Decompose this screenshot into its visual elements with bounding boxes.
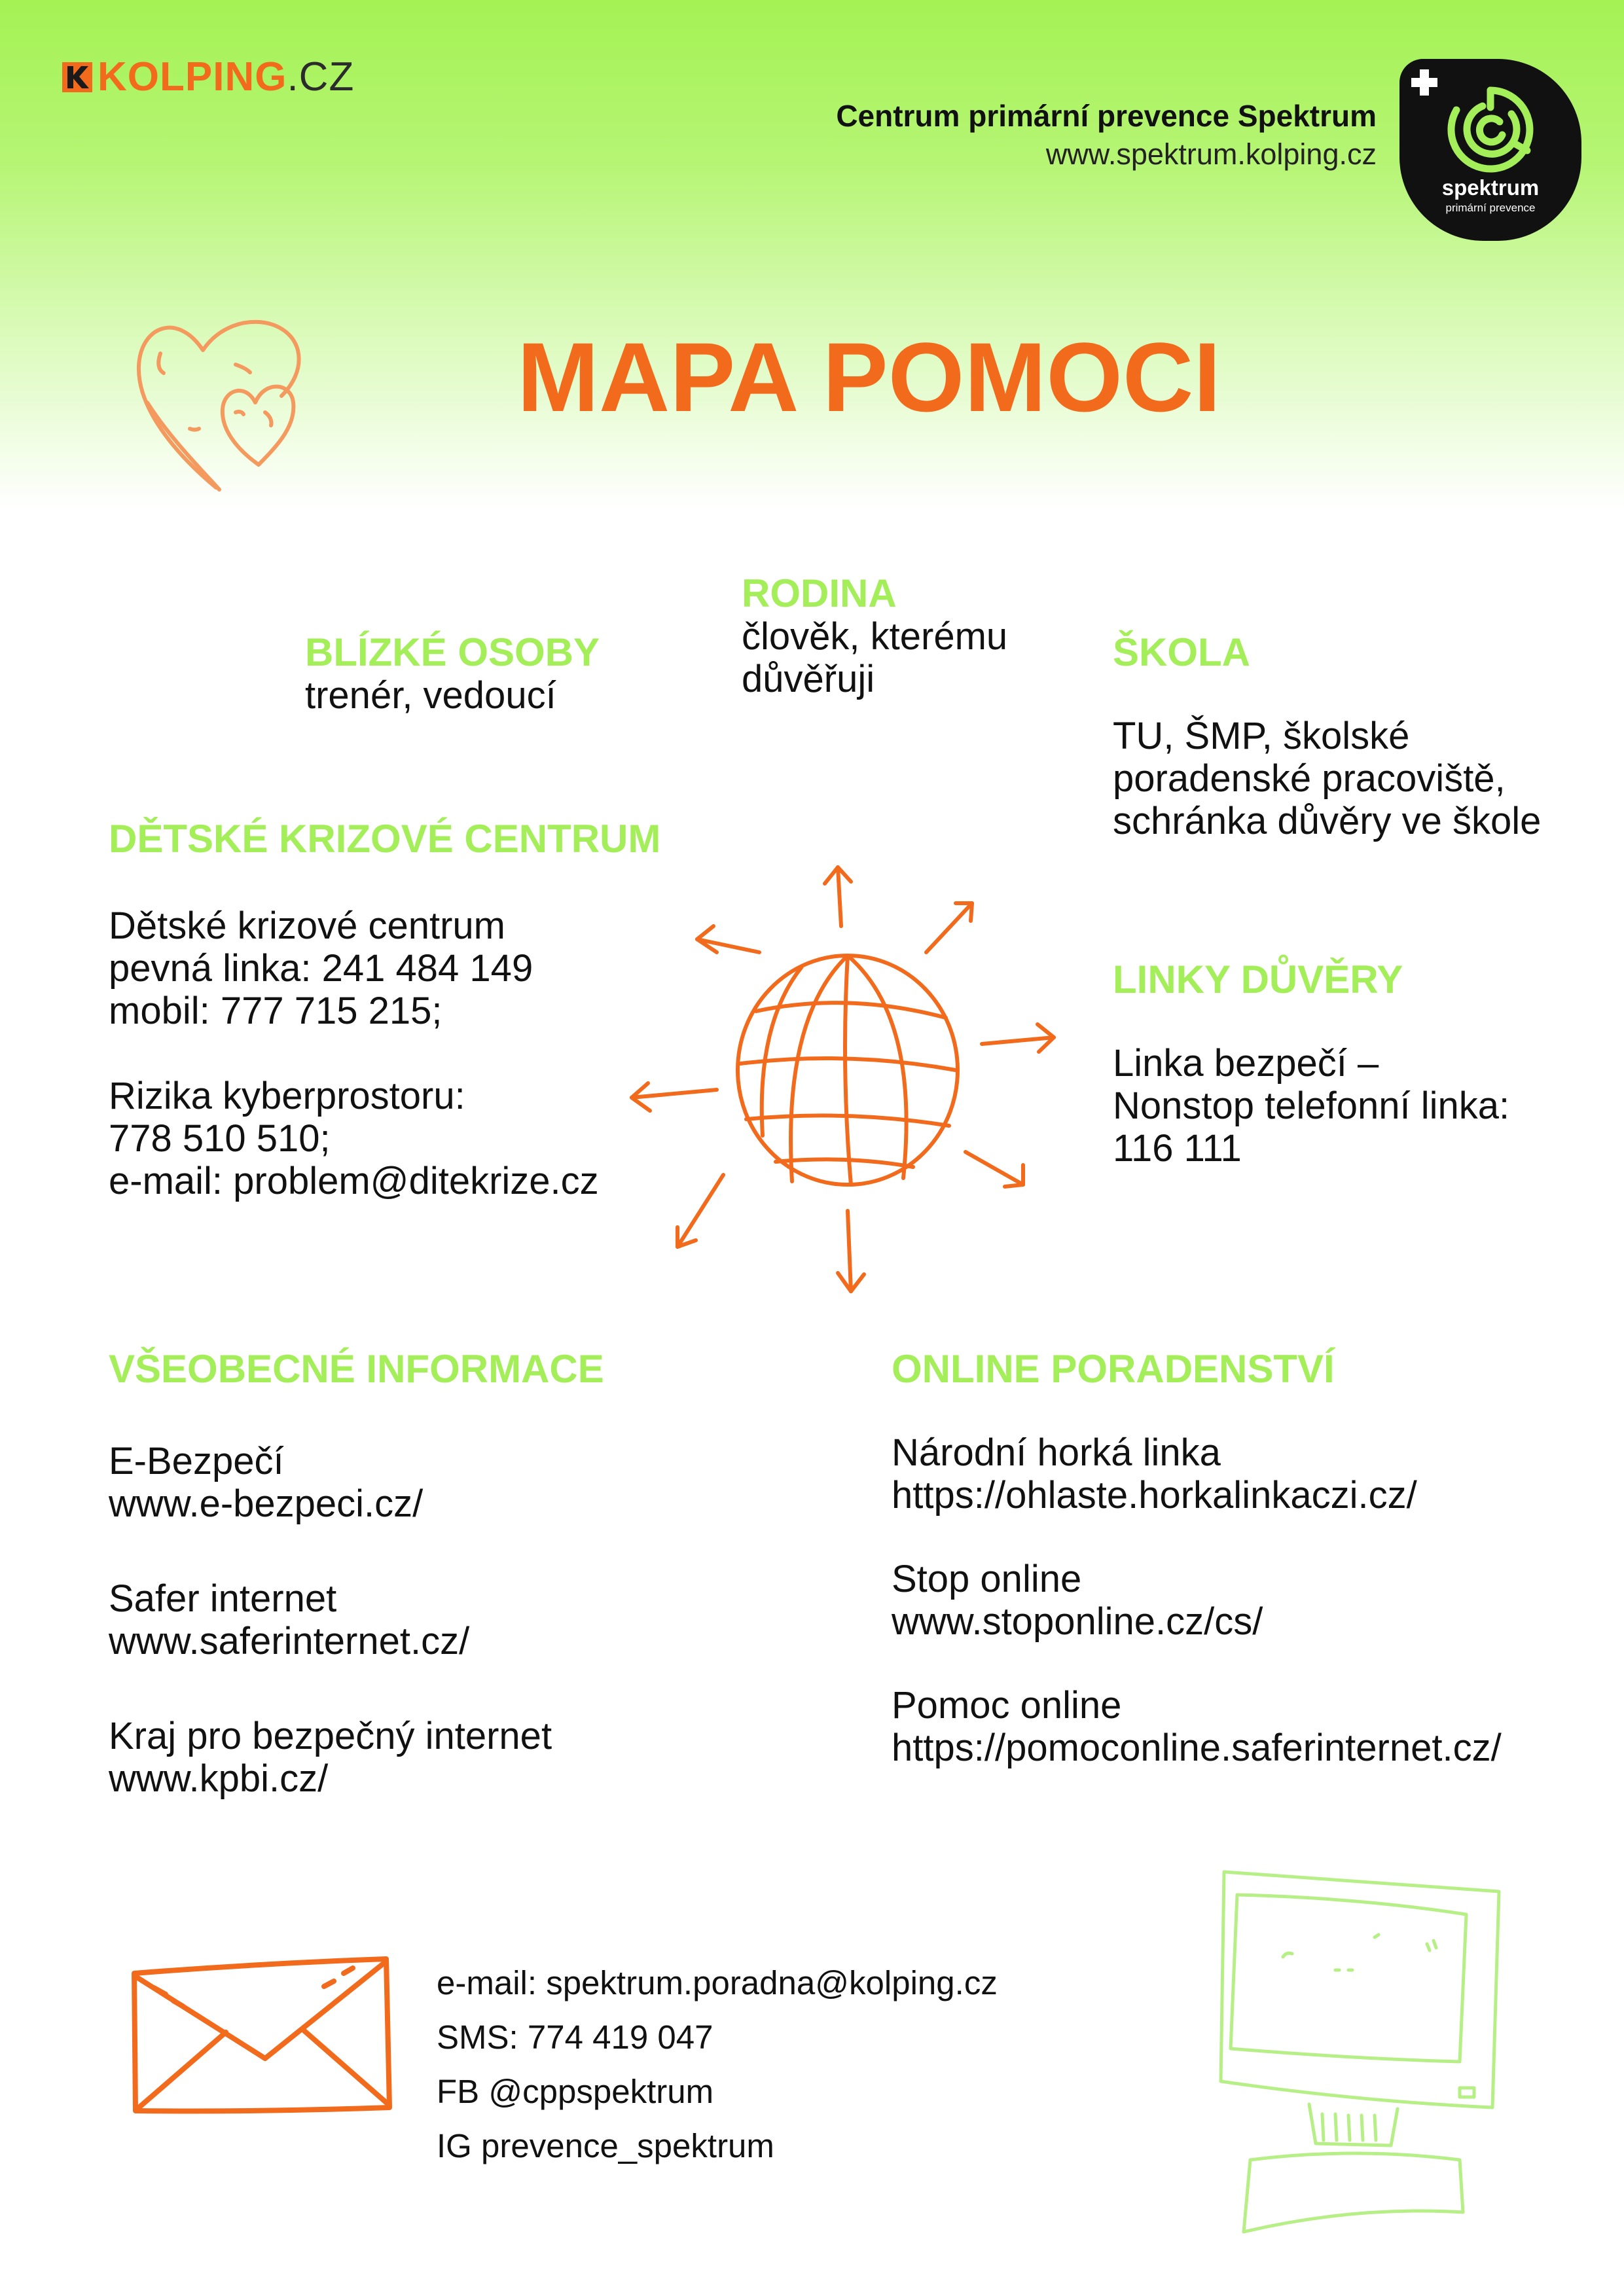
- blizke-osoby-heading: BLÍZKÉ OSOBY: [305, 630, 600, 674]
- contact-email[interactable]: e-mail: spektrum.poradna@kolping.cz: [437, 1964, 998, 2001]
- link-horkalinka[interactable]: https://ohlaste.horkalinkaczi.cz/: [892, 1474, 1417, 1516]
- link-stoponline[interactable]: www.stoponline.cz/cs/: [892, 1600, 1263, 1643]
- spektrum-logo-icon: [1399, 59, 1581, 241]
- org-url[interactable]: www.spektrum.kolping.cz: [1045, 137, 1377, 171]
- blizke-osoby-text: trenér, vedoucí: [305, 674, 556, 717]
- logo-subtext: primární prevence: [1445, 202, 1536, 214]
- page-title: MAPA POMOCI: [517, 322, 1221, 432]
- maze-icon: [1445, 84, 1536, 175]
- skola-heading: ŠKOLA: [1113, 630, 1250, 674]
- link-saferinternet[interactable]: www.saferinternet.cz/: [109, 1620, 470, 1662]
- brand-tld: .CZ: [287, 54, 355, 99]
- online-heading: ONLINE PORADENSTVÍ: [892, 1347, 1335, 1391]
- link-kpbi[interactable]: www.kpbi.cz/: [109, 1757, 329, 1800]
- link-pomoconline[interactable]: https://pomoconline.saferinternet.cz/: [892, 1727, 1502, 1769]
- org-name: Centrum primární prevence Spektrum: [836, 99, 1377, 133]
- rodina-heading: RODINA: [742, 571, 897, 615]
- vseobecne-text: E-Bezpečí www.e-bezpeci.cz/ Safer internet www.saferinternet.cz/ Kraj pro bezpečný internet www.kpbi.cz/: [109, 1440, 552, 1800]
- linky-duvery-heading: LINKY DŮVĚRY: [1113, 958, 1403, 1001]
- monitor-icon: [1211, 1865, 1506, 2245]
- globe-icon: [625, 854, 1064, 1306]
- rodina-text: člověk, kterému důvěřuji: [742, 615, 1008, 700]
- contact-ig[interactable]: IG prevence_spektrum: [437, 2127, 774, 2164]
- krizove-centrum-text: Dětské krizové centrum pevná linka: 241 484 149 mobil: 777 715 215; Rizika kyberprostoru: 778 510 510; e-mail: problem@ditekrize.cz: [109, 905, 599, 1202]
- krizove-centrum-heading: DĚTSKÉ KRIZOVÉ CENTRUM: [109, 817, 661, 861]
- krizove-centrum-email[interactable]: e-mail: problem@ditekrize.cz: [109, 1160, 599, 1202]
- contact-sms: SMS: 774 419 047: [437, 2018, 713, 2056]
- kolping-brand: [62, 54, 354, 100]
- logo-text: spektrum: [1441, 175, 1540, 200]
- brand-name: KOLPING: [98, 54, 287, 99]
- link-e-bezpeci[interactable]: www.e-bezpeci.cz/: [109, 1482, 424, 1525]
- linky-duvery-text: Linka bezpečí – Nonstop telefonní linka: 116 111: [1113, 1042, 1510, 1170]
- contact-fb[interactable]: FB @cppspektrum: [437, 2073, 714, 2110]
- hearts-icon: [131, 304, 327, 494]
- envelope-icon: [128, 1947, 396, 2117]
- plus-icon: [1410, 68, 1439, 97]
- online-text: Národní horká linka https://ohlaste.horkalinkaczi.cz/ Stop online www.stoponline.cz/cs/ Pomoc online https://pomoconline.saferinternet.cz/: [892, 1431, 1502, 1769]
- vseobecne-heading: VŠEOBECNÉ INFORMACE: [109, 1347, 604, 1391]
- kolping-k-icon: [62, 62, 92, 92]
- skola-text: TU, ŠMP, školské poradenské pracoviště, schránka důvěry ve škole: [1113, 715, 1542, 842]
